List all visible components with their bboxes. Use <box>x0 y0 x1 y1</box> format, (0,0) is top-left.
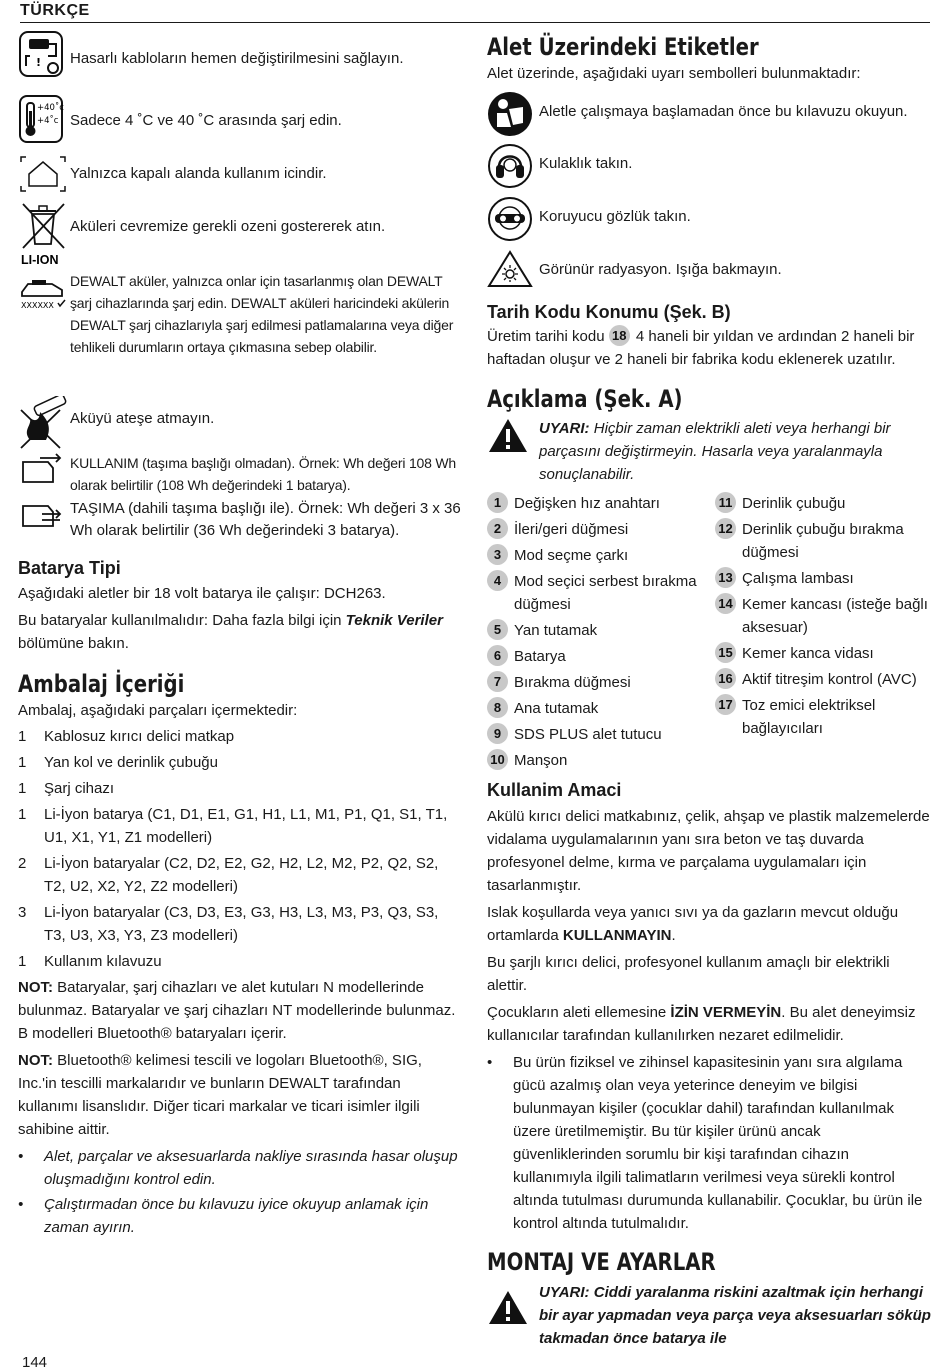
package-item-text: Şarj cihazı <box>44 780 115 797</box>
label-row-radiation <box>487 249 932 299</box>
package-heading: Ambalaj İçeriği <box>18 670 185 698</box>
package-item-text: Li-İyon bataryalar (C3, D3, E3, G3, H3, L3, M3, P3, Q3, S3, T3, U3, X3, Y3, Z3 modelleri) <box>44 904 439 944</box>
icon-text-transport: TAŞIMA (dahili taşıma başlığı ile). Örnek: Wh değeri 3 x 36 Wh olarak belirtilir (36 Wh değerindeki 3 batarya). <box>70 500 461 539</box>
part-number: 17 <box>715 694 736 715</box>
damaged-cable-icon <box>18 30 70 78</box>
parts-list-left <box>487 492 715 775</box>
intended-use-p4 <box>487 1001 932 1047</box>
battery-type-p2 <box>18 609 463 655</box>
part-item <box>487 570 715 616</box>
radiation-warning-icon <box>487 249 539 289</box>
date-code-pre: Üretim tarihi kodu <box>487 328 609 345</box>
warning-body: Ciddi yaralanma riskini azaltmak için herhangi bir ayar yapmadan veya parça veya aksesuarları söküp takmadan önce batarya ile <box>539 1284 931 1347</box>
label-row-ear <box>487 143 932 196</box>
intended-use-p2 <box>487 901 932 947</box>
part-number: 15 <box>715 642 736 663</box>
assembly-warning <box>487 1281 932 1350</box>
part-item <box>487 492 715 515</box>
icon-text-use: KULLANIM (taşıma başlığı olmadan). Örnek: Wh değeri 108 Wh olarak belirtilir (108 Wh değerindeki 1 batarya). <box>70 455 457 493</box>
package-item <box>18 803 463 849</box>
part-label: Değişken hız anahtarı <box>514 495 660 512</box>
intended-use-p3: Bu şarjlı kırıcı delici, profesyonel kullanım amaçlı bir elektrikli alettir. <box>487 954 890 994</box>
date-code-heading: Tarih Kodu Konumu (Şek. B) <box>487 302 731 322</box>
part-item <box>487 749 715 772</box>
bullet-text: Alet, parçalar ve aksesuarlarda nakliye sırasında hasar oluşup oluşmadığını kontrol edin. <box>44 1148 458 1188</box>
intended-use-bullet <box>487 1051 932 1235</box>
package-note-2 <box>18 1049 463 1141</box>
part-label: Mod seçme çarkı <box>514 547 629 564</box>
part-label: Derinlik çubuğu bırakma düğmesi <box>742 521 904 561</box>
part-item <box>715 593 932 639</box>
part-label: Bırakma düğmesi <box>514 674 631 691</box>
label-row-eye <box>487 196 932 249</box>
package-item-qty: 3 <box>18 904 27 921</box>
eye-protection-icon <box>487 196 539 242</box>
date-code-text <box>487 325 932 371</box>
part-number: 1 <box>487 492 508 513</box>
part-label: Kemer kancası (isteğe bağlı aksesuar) <box>742 596 928 636</box>
description-heading: Açıklama (Şek. A) <box>487 385 683 413</box>
icon-row-transport <box>18 498 463 556</box>
icon-row-cable <box>18 30 463 94</box>
parts-list <box>487 492 932 775</box>
package-item-qty: 2 <box>18 855 27 872</box>
part-number: 7 <box>487 671 508 692</box>
package-item <box>18 777 463 800</box>
bullet-dot: • <box>18 1196 24 1213</box>
label-text-manual: Aletle çalışmaya başlamadan önce bu kılavuzu okuyun. <box>539 103 908 120</box>
package-item-qty: 1 <box>18 806 27 823</box>
no-fire-icon <box>18 396 70 450</box>
package-item-text: Li-İyon batarya (C1, D1, E1, G1, H1, L1, M1, P1, Q1, S1, T1, U1, X1, Y1, Z1 modelleri) <box>44 806 448 846</box>
part-number: 9 <box>487 723 508 744</box>
battery-type-p2-post: bölümüne bakın. <box>18 635 129 652</box>
page-number: 144 <box>22 1354 48 1371</box>
part-item <box>487 671 715 694</box>
icon-row-disposal <box>18 198 463 270</box>
bullet-text: Bu ürün fiziksel ve zihinsel kapasitesinin yanı sıra algılama gücü azalmış olan veya yeterince deneyim ve bilgisi bulunmayan kişiler (çocuklar dahil) tarafından kullanılmak üzere üretilmemiştir. Bu tür kişiler ürünü ancak güvenliklerinden sorumlu bir kişi tarafından cihazın kullanımıyla ilgili talimatların verilmesi veya sürekli kontrol altında tutulması durumunda kullanabilir. Çocuklar, bu ürün ile kontrol altında tutulmalıdır. <box>513 1054 923 1232</box>
part-number: 12 <box>715 518 736 539</box>
part-number: 2 <box>487 518 508 539</box>
intended-use-p1: Akülü kırıcı delici matkabınız, çelik, ahşap ve plastik malzemelerde vidalama uygulamalarının yanı sıra beton ve taş duvarda profesyonel delme, kırma ve parçalama uygulamaları için tasarlanmıştır. <box>487 808 930 894</box>
part-label: Ana tutamak <box>514 700 599 717</box>
package-item <box>18 725 463 748</box>
part-item <box>715 668 932 691</box>
package-item-qty: 1 <box>18 754 27 771</box>
thermo-min-label: +4˚c <box>37 116 59 126</box>
package-item-qty: 1 <box>18 780 27 797</box>
battery-type-p2-pre: Bu bataryalar kullanılmalıdır: Daha fazla bilgi için <box>18 612 346 629</box>
intended-use-p4-pre: Çocukların aleti ellemesine <box>487 1004 671 1021</box>
icon-text-charger: DEWALT aküler, yalnızca onlar için tasarlanmış olan DEWALT şarj cihazlarında şarj edin. DEWALT aküleri haricindeki akülerin DEWALT şarj cihazlarıyla şarj edilmesi patlamalarına veya diğer tehlikeli durumların ortaya çıkmasına sebep olabilir. <box>70 273 454 355</box>
part-label: Kemer kanca vidası <box>742 645 874 662</box>
tool-labels-intro: Alet üzerinde, aşağıdaki uyarı sembolleri bulunmaktadır: <box>487 65 861 82</box>
package-item <box>18 950 463 973</box>
battery-type-p1: Aşağıdaki aletler bir 18 volt batarya ile çalışır: DCH263. <box>18 585 386 602</box>
warning-triangle-icon <box>487 417 539 486</box>
thermometer-icon <box>18 94 70 144</box>
svg-text:!: ! <box>36 56 42 69</box>
part-item <box>715 694 932 740</box>
intended-use-heading: Kullanim Amaci <box>487 780 622 800</box>
bullet-text: Çalıştırmadan önce bu kılavuzu iyice okuyup anlamak için zaman ayırın. <box>44 1196 429 1236</box>
warning-body: Hiçbir zaman elektrikli aleti veya herhangi bir parçasını değiştirmeyin. Hasarla veya yaralanmayla sonuçlanabilir. <box>539 420 891 483</box>
part-number: 10 <box>487 749 508 770</box>
package-list <box>18 725 463 973</box>
intended-use-p2-post: . <box>671 927 676 944</box>
package-item-text: Li-İyon bataryalar (C2, D2, E2, G2, H2, L2, M2, P2, Q2, S2, T2, U2, X2, Y2, Z2 modelleri) <box>44 855 439 895</box>
package-item <box>18 751 463 774</box>
part-item <box>715 518 932 564</box>
part-number: 16 <box>715 668 736 689</box>
part-item <box>715 492 932 515</box>
use-battery-icon <box>18 452 70 488</box>
part-label: Manşon <box>514 752 568 769</box>
header-rule <box>20 22 930 23</box>
icon-text-fire: Aküyü ateşe atmayın. <box>70 410 215 427</box>
description-warning <box>487 417 932 486</box>
part-item <box>715 567 932 590</box>
icon-row-use <box>18 452 463 498</box>
battery-type-heading: Batarya Tipi <box>18 558 121 578</box>
part-label: Aktif titreşim kontrol (AVC) <box>742 671 917 688</box>
part-number: 14 <box>715 593 736 614</box>
icon-text-cable: Hasarlı kabloların hemen değiştirilmesini sağlayın. <box>70 50 404 67</box>
part-item <box>487 544 715 567</box>
icon-row-temperature <box>18 94 463 154</box>
part-label: Mod seçici serbest bırakma düğmesi <box>514 573 697 613</box>
note-2-text: Bluetooth® kelimesi tescili ve logoları Bluetooth®, SIG, Inc.'in tescilli markalarıdır ve bunların DEWALT tarafından kullanımı lisanslıdır. Diğer ticari markalar ve ticari isimler ilgili sahibine aittir. <box>18 1052 422 1138</box>
label-row-manual <box>487 91 932 143</box>
part-number: 4 <box>487 570 508 591</box>
right-column <box>487 30 932 1350</box>
part-label: Toz emici elektriksel bağlayıcıları <box>742 697 876 737</box>
package-item-qty: 1 <box>18 953 27 970</box>
part-number: 5 <box>487 619 508 640</box>
package-item-text: Yan kol ve derinlik çubuğu <box>44 754 218 771</box>
part-label: SDS PLUS alet tutucu <box>514 726 662 743</box>
part-label: Batarya <box>514 648 566 665</box>
intended-use-p4-post: . Bu alet deneyimsiz kullanıcılar tarafından kullanılırken nezaret edilmelidir. <box>487 1004 916 1044</box>
li-ion-label: LI-ION <box>21 253 59 267</box>
thermo-max-label: +40˚c <box>37 103 64 113</box>
part-label: Derinlik çubuğu <box>742 495 846 512</box>
crossed-bin-icon <box>18 198 70 268</box>
part-item <box>487 697 715 720</box>
part-number: 8 <box>487 697 508 718</box>
part-label: Çalışma lambası <box>742 570 854 587</box>
part-number: 6 <box>487 645 508 666</box>
do-not-use-emphasis: KULLANMAYIN <box>562 927 672 944</box>
warning-triangle-icon <box>487 1281 539 1350</box>
indoor-house-icon <box>18 154 70 194</box>
icon-text-temperature: Sadece 4 ˚C ve 40 ˚C arasında şarj edin. <box>70 112 342 129</box>
language-header: TÜRKÇE <box>20 2 90 19</box>
assembly-heading: MONTAJ VE AYARLAR <box>487 1248 716 1276</box>
label-text-ear: Kulaklık takın. <box>539 155 633 172</box>
icon-row-fire <box>18 396 463 452</box>
bullet-dot: • <box>487 1054 493 1071</box>
read-manual-icon <box>487 91 539 137</box>
part-item <box>715 642 932 665</box>
package-item-qty: 1 <box>18 728 27 745</box>
package-item <box>18 901 463 947</box>
transport-battery-icon <box>18 498 70 534</box>
model-code-label: XXXXXX <box>21 301 54 310</box>
part-item <box>487 723 715 746</box>
package-bullet <box>18 1145 463 1191</box>
label-text-eye: Koruyucu gözlük takın. <box>539 208 691 225</box>
part-number: 11 <box>715 492 736 513</box>
label-text-radiation: Görünür radyasyon. Işığa bakmayın. <box>539 261 782 278</box>
parts-list-right <box>715 492 932 775</box>
warning-text <box>539 417 932 486</box>
bullet-dot: • <box>18 1148 24 1165</box>
package-item <box>18 852 463 898</box>
part-item <box>487 645 715 668</box>
note-1-text: Bataryalar, şarj cihazları ve alet kutuları N modellerinde bulunmaz. Bataryalar ve şarj cihazları NT modellerinde bulunmaz. B modelleri Bluetooth® bataryaları içerir. <box>18 979 456 1042</box>
warning-label: UYARI: <box>539 1284 590 1301</box>
icon-text-disposal: Aküleri cevremize gerekli ozeni gostererek atın. <box>70 218 386 235</box>
part-label: İleri/geri düğmesi <box>514 521 629 538</box>
part-number: 3 <box>487 544 508 565</box>
warning-label: UYARI: <box>539 420 590 437</box>
note-label: NOT: <box>18 979 53 996</box>
icon-row-charger <box>18 270 463 396</box>
icon-text-indoor: Yalnızca kapalı alanda kullanım icindir. <box>70 165 327 182</box>
package-item-text: Kullanım kılavuzu <box>44 953 162 970</box>
package-note-1 <box>18 976 463 1045</box>
icon-row-indoor <box>18 154 463 198</box>
part-item <box>487 518 715 541</box>
left-column <box>18 30 463 1239</box>
ear-protection-icon <box>487 143 539 189</box>
part-label: Yan tutamak <box>514 622 598 639</box>
tool-labels-heading: Alet Üzerindeki Etiketler <box>487 33 759 61</box>
package-bullet <box>18 1193 463 1239</box>
note-label: NOT: <box>18 1052 53 1069</box>
tech-data-ref: Teknik Veriler <box>345 612 443 629</box>
part-item <box>487 619 715 642</box>
package-item-text: Kablosuz kırıcı delici matkap <box>44 728 235 745</box>
date-code-post: 4 haneli bir yıldan ve ardından 2 haneli bir haftadan oluşur ve 2 haneli bir fabrika kodu eklenerek uzatılır. <box>487 328 915 368</box>
package-intro: Ambalaj, aşağıdaki parçaları içermektedir: <box>18 702 298 719</box>
do-not-allow-emphasis: İZİN VERMEYİN <box>670 1004 782 1021</box>
charger-battery-icon <box>18 270 70 314</box>
part-number: 13 <box>715 567 736 588</box>
assembly-warning-text <box>539 1281 932 1350</box>
intended-use-p2-pre: Islak koşullarda veya yanıcı sıvı ya da gazların mevcut olduğu ortamlarda <box>487 904 899 944</box>
callout-badge-18: 18 <box>609 325 630 346</box>
